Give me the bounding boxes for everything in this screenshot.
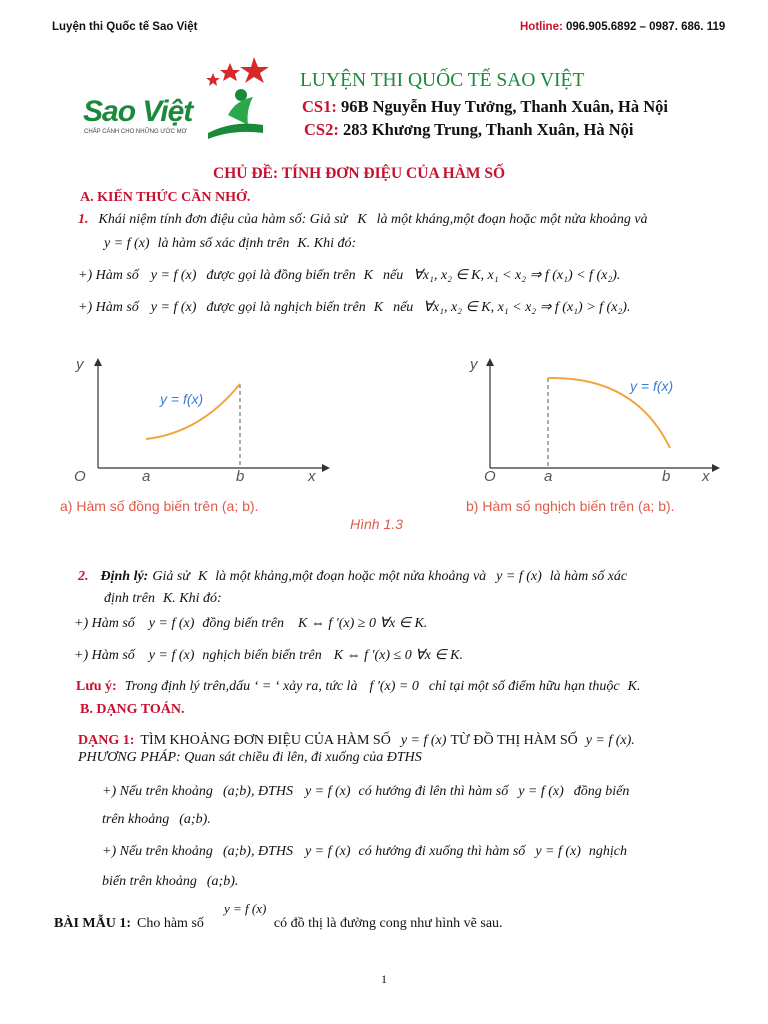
- left-func-label: y = f(x): [160, 391, 204, 407]
- cs1-label: CS1:: [302, 97, 337, 116]
- method-2-line-1: [102, 842, 627, 860]
- left-a-label: a: [142, 468, 151, 485]
- math-interval: (a;b): [222, 784, 251, 799]
- star-icon: [206, 73, 220, 86]
- book-icon: [208, 124, 263, 139]
- math-yfx: y = f (x): [148, 616, 195, 631]
- note-label: Lưu ý:: [76, 679, 117, 694]
- math-condition: K ⇔ f '(x) ≥ 0 ∀x ∈ K.: [298, 616, 428, 631]
- section-a-heading: A. KIẾN THỨC CẦN NHỚ.: [80, 190, 251, 205]
- item-2-line-1: [78, 567, 627, 585]
- rule-text: nếu: [382, 268, 404, 283]
- method-text: , ĐTHS: [250, 784, 293, 799]
- logo-tagline: CHẮP CÁNH CHO NHỮNG ƯỚC MƠ: [84, 129, 187, 135]
- note-text: chỉ tại một số điểm hữu hạn thuộc: [428, 679, 620, 694]
- item-1-text: là một kháng,một đoạn hoặc một nửa khoảng và: [376, 212, 648, 227]
- math-K: K: [297, 236, 307, 251]
- method-text: +) Nếu trên khoảng: [102, 784, 213, 799]
- item-1-line-2: [104, 234, 356, 252]
- rule-text: +) Hàm số: [78, 268, 139, 283]
- left-caption: a) Hàm số đồng biến trên (a; b).: [60, 498, 259, 514]
- logo: [78, 55, 278, 147]
- math-condition: ∀x₁, x₂ ∈ K, x₁ < x₂ ⇒ f (x₁) < f (x₂).: [413, 268, 621, 283]
- item-2-text: là một khảng,một đoạn hoặc một nửa khoảng và: [215, 569, 487, 584]
- math-K: K: [363, 268, 373, 283]
- dang-1: [78, 731, 635, 749]
- figure-body-icon: [228, 97, 253, 125]
- rule-decreasing: [78, 298, 630, 316]
- campus-2: [304, 120, 633, 140]
- dang-1-text: TÌM KHOẢNG ĐƠN ĐIỆU CỦA HÀM SỐ: [140, 733, 391, 748]
- cs2-address: 283 Khương Trung, Thanh Xuân, Hà Nội: [342, 120, 634, 139]
- method-2-line-2: [102, 872, 238, 890]
- right-func-label: y = f(x): [630, 378, 674, 394]
- item-1-number: 1.: [78, 212, 89, 227]
- math-yfx: y = f (x): [150, 268, 197, 283]
- method-text: có hướng đi xuống thì hàm số: [358, 844, 526, 859]
- cs1-address: 96B Nguyễn Huy Tưởng, Thanh Xuân, Hà Nội: [340, 97, 668, 116]
- logo-brand: Sao Việt: [83, 95, 193, 128]
- item-2-title: Định lý:: [100, 569, 149, 584]
- page-number: 1: [381, 972, 387, 986]
- item-1-text: là hàm số xác định trên: [157, 236, 290, 251]
- method-1-line-2: [102, 810, 211, 828]
- math-derivative-zero: f '(x) = 0: [369, 679, 419, 694]
- item-1-line-1: [78, 210, 648, 228]
- math-interval: (a;b): [222, 844, 251, 859]
- right-origin-label: O: [484, 468, 496, 485]
- item-2-text: định trên: [104, 591, 155, 606]
- math-interval: (a;b).: [179, 812, 211, 827]
- example-text: Cho hàm số: [137, 916, 204, 931]
- math-yfx: y = f (x): [304, 844, 351, 859]
- rule-text: +) Hàm số: [78, 300, 139, 315]
- hotline-label: Hotline:: [520, 21, 563, 33]
- item-1-text: Khái niệm tính đơn điệu của hàm số: Giả sử: [98, 212, 348, 227]
- math-K: K: [373, 300, 384, 315]
- math-K: K: [357, 212, 367, 227]
- topic-title: CHỦ ĐỀ: TÍNH ĐƠN ĐIỆU CỦA HÀM SỐ: [213, 165, 506, 182]
- math-interval: (a;b).: [206, 874, 239, 889]
- school-name: LUYỆN THI QUỐC TẾ SAO VIỆT: [300, 70, 585, 91]
- example-1: [54, 914, 503, 932]
- math-condition: K ⇔ f '(x) ≤ 0 ∀x ∈ K.: [333, 648, 464, 663]
- note-text: Trong định lý trên,dấu ‘ = ‘ xảy ra, tức là: [124, 679, 358, 694]
- math-K: K: [162, 591, 173, 606]
- rule-text: được gọi là đồng biến trên: [206, 268, 356, 283]
- method-text: biến trên khoảng: [102, 874, 197, 889]
- campus-1: [302, 97, 668, 117]
- math-yfx: y = f (x): [400, 733, 447, 748]
- right-b-label: b: [662, 468, 671, 485]
- example-label: BÀI MẪU 1:: [54, 916, 131, 931]
- item-1-text: . Khi đó:: [306, 236, 357, 251]
- header-left: Luyện thi Quốc tế Sao Việt: [52, 21, 198, 33]
- left-origin-label: O: [74, 468, 86, 485]
- theorem-text: +) Hàm số: [74, 648, 135, 663]
- rule-text: được gọi là nghịch biến trên: [206, 300, 366, 315]
- note: [76, 677, 640, 695]
- math-K: K.: [627, 679, 641, 694]
- item-2-line-2: [104, 589, 222, 607]
- math-K: K: [197, 569, 208, 584]
- math-yfx: y = f (x): [150, 300, 197, 315]
- method-text: +) Nếu trên khoảng: [102, 844, 213, 859]
- left-y-label: y: [76, 356, 84, 373]
- math-yfx: y = f (x): [535, 844, 581, 859]
- theorem-decreasing: [74, 646, 463, 664]
- rule-text: nếu: [393, 300, 414, 315]
- item-2-text: . Khi đó:: [172, 591, 222, 606]
- method-text: đồng biến: [573, 784, 630, 799]
- math-yfx: y = f (x): [104, 236, 150, 251]
- header-hotline: [520, 21, 725, 33]
- math-yfx: y = f (x): [224, 901, 267, 916]
- left-b-label: b: [236, 468, 245, 485]
- math-yfx: y = f (x): [304, 784, 351, 799]
- section-b-heading: B. DẠNG TOÁN.: [80, 702, 185, 717]
- theorem-text: +) Hàm số: [74, 616, 135, 631]
- dang-1-label: DẠNG 1:: [78, 733, 135, 748]
- theorem-increasing: [74, 614, 427, 632]
- math-yfx: y = f (x): [148, 648, 195, 663]
- item-2-text: là hàm số xác: [549, 569, 628, 584]
- item-2-text: Giả sử: [152, 569, 190, 584]
- star-icon: [240, 57, 269, 83]
- right-a-label: a: [544, 468, 553, 485]
- right-caption: b) Hàm số nghịch biến trên (a; b).: [466, 498, 675, 514]
- method-1-line-1: [102, 782, 629, 800]
- math-condition: ∀x₁, x₂ ∈ K, x₁ < x₂ ⇒ f (x₁) > f (x₂).: [423, 300, 631, 315]
- theorem-text: nghịch biến biến trên: [202, 648, 322, 663]
- item-2-number: 2.: [78, 569, 89, 584]
- right-x-label: x: [702, 468, 710, 485]
- cs2-label: CS2:: [304, 120, 339, 139]
- method-text: có hướng đi lên thì hàm số: [358, 784, 509, 799]
- method-text: , ĐTHS: [250, 844, 293, 859]
- figure-1-3: [60, 338, 730, 538]
- rule-increasing: [78, 266, 620, 284]
- math-yfx: y = f (x): [518, 784, 564, 799]
- dang-1-text: TỪ ĐỒ THỊ HÀM SỐ: [450, 733, 578, 748]
- example-text: có đồ thị là đường cong như hình vẽ sau.: [273, 916, 503, 931]
- figure-label: Hình 1.3: [350, 516, 403, 532]
- hotline-value: 096.905.6892 – 0987. 686. 119: [566, 21, 726, 33]
- math-yfx: y = f (x): [496, 569, 542, 584]
- left-x-label: x: [308, 468, 316, 485]
- theorem-text: đồng biến trên: [202, 616, 285, 631]
- star-icon: [220, 63, 240, 81]
- method-text: trên khoảng: [102, 812, 170, 827]
- math-yfx: y = f (x).: [585, 733, 635, 748]
- right-y-label: y: [470, 356, 478, 373]
- method-text: nghịch: [588, 844, 628, 859]
- method-text: PHƯƠNG PHÁP: Quan sát chiều đi lên, đi xuống của ĐTHS: [78, 750, 422, 765]
